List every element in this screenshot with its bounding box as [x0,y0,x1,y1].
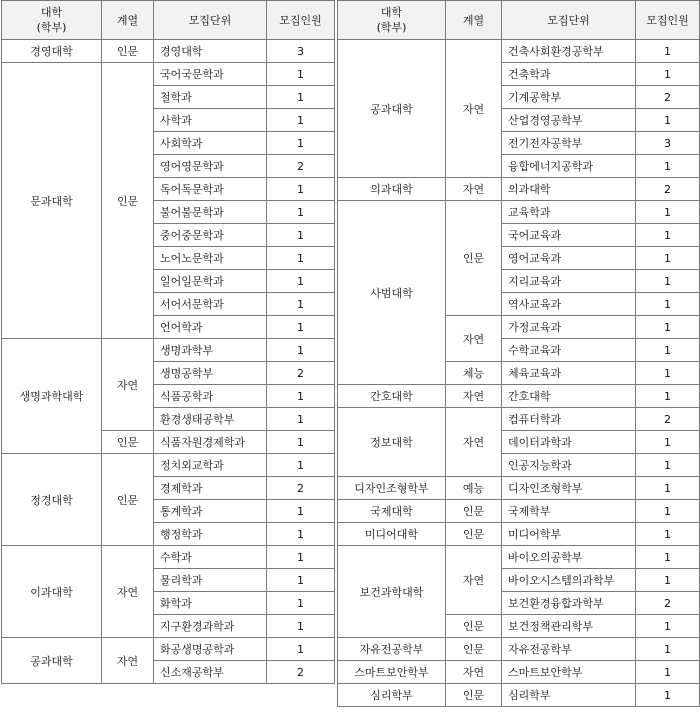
table-row [338,523,700,546]
field-cell: 인문 [102,454,154,546]
unit-cell: 수학과 [154,546,267,569]
count-cell: 1 [636,362,700,385]
college-cell: 사범대학 [338,201,446,385]
table-row [338,661,700,684]
count-cell: 1 [267,109,335,132]
table-row [338,178,700,201]
college-cell: 생명과학대학 [2,339,102,454]
college-cell: 문과대학 [2,63,102,339]
college-cell: 공과대학 [338,40,446,178]
count-cell: 1 [636,40,700,63]
unit-cell: 노어노문학과 [154,247,267,270]
field-cell: 자연 [102,638,154,684]
college-cell: 디자인조형학부 [338,477,446,500]
unit-cell: 국어교육과 [502,224,636,247]
unit-cell: 보건환경융합과학부 [502,592,636,615]
count-cell: 1 [636,477,700,500]
admission-table-right [337,0,700,707]
count-cell: 1 [636,63,700,86]
count-cell: 1 [636,431,700,454]
field-cell: 인문 [102,40,154,63]
unit-cell: 사회학과 [154,132,267,155]
unit-cell: 스마트보안학부 [502,661,636,684]
unit-cell: 산업경영공학부 [502,109,636,132]
field-cell: 자연 [446,408,502,477]
count-cell: 1 [636,316,700,339]
count-cell: 1 [636,224,700,247]
college-cell: 의과대학 [338,178,446,201]
unit-cell: 건축학과 [502,63,636,86]
table-row [2,63,335,86]
unit-cell: 바이오시스템의과학부 [502,569,636,592]
header-field: 계열 [102,1,154,40]
admission-table-left [1,0,335,684]
unit-cell: 보건정책관리학부 [502,615,636,638]
count-cell: 1 [636,615,700,638]
table-row [338,638,700,661]
unit-cell: 사학과 [154,109,267,132]
table-row [338,684,700,707]
unit-cell: 언어학과 [154,316,267,339]
college-cell: 정보대학 [338,408,446,477]
count-cell: 2 [267,155,335,178]
count-cell: 1 [267,270,335,293]
table-row [2,339,335,362]
count-cell: 2 [267,362,335,385]
college-cell: 공과대학 [2,638,102,684]
count-cell: 1 [636,661,700,684]
count-cell: 1 [636,569,700,592]
field-cell: 체능 [446,362,502,385]
count-cell: 1 [267,546,335,569]
unit-cell: 신소재공학부 [154,661,267,684]
count-cell: 1 [636,339,700,362]
unit-cell: 국어국문학과 [154,63,267,86]
count-cell: 1 [267,339,335,362]
field-cell: 인문 [446,615,502,638]
unit-cell: 간호대학 [502,385,636,408]
unit-cell: 인공지능학과 [502,454,636,477]
unit-cell: 역사교육과 [502,293,636,316]
count-cell: 2 [267,661,335,684]
field-cell: 인문 [102,63,154,339]
field-cell: 인문 [446,523,502,546]
count-cell: 2 [267,477,335,500]
unit-cell: 식품자원경제학과 [154,431,267,454]
count-cell: 1 [267,385,335,408]
unit-cell: 바이오의공학부 [502,546,636,569]
unit-cell: 행정학과 [154,523,267,546]
unit-cell: 경영대학 [154,40,267,63]
field-cell: 자연 [102,339,154,431]
field-cell: 인문 [102,431,154,454]
unit-cell: 영어영문학과 [154,155,267,178]
college-cell: 이과대학 [2,546,102,638]
table-row [338,546,700,569]
unit-cell: 의과대학 [502,178,636,201]
count-cell: 1 [636,500,700,523]
count-cell: 1 [267,592,335,615]
college-cell: 심리학부 [338,684,446,707]
count-cell: 1 [267,615,335,638]
count-cell: 2 [636,408,700,431]
count-cell: 2 [636,592,700,615]
unit-cell: 불어불문학과 [154,201,267,224]
header-unit: 모집단위 [154,1,267,40]
unit-cell: 통계학과 [154,500,267,523]
unit-cell: 기계공학부 [502,86,636,109]
header-count: 모집인원 [267,1,335,40]
header-field: 계열 [446,1,502,40]
unit-cell: 식품공학과 [154,385,267,408]
unit-cell: 물리학과 [154,569,267,592]
count-cell: 1 [267,523,335,546]
unit-cell: 교육학과 [502,201,636,224]
count-cell: 1 [267,201,335,224]
table-row [338,408,700,431]
unit-cell: 경제학과 [154,477,267,500]
count-cell: 1 [636,247,700,270]
unit-cell: 지리교육과 [502,270,636,293]
unit-cell: 화학과 [154,592,267,615]
field-cell: 자연 [446,178,502,201]
field-cell: 인문 [446,500,502,523]
count-cell: 1 [267,500,335,523]
unit-cell: 철학과 [154,86,267,109]
field-cell: 자연 [446,546,502,615]
field-cell: 인문 [446,201,502,316]
college-cell: 경영대학 [2,40,102,63]
unit-cell: 심리학부 [502,684,636,707]
table-header-row [338,1,700,40]
table-body-left [2,40,335,684]
table-row [338,40,700,63]
unit-cell: 융합에너지공학과 [502,155,636,178]
unit-cell: 생명과학부 [154,339,267,362]
unit-cell: 서어서문학과 [154,293,267,316]
unit-cell: 가정교육과 [502,316,636,339]
unit-cell: 중어중문학과 [154,224,267,247]
count-cell: 1 [636,293,700,316]
count-cell: 1 [636,523,700,546]
table-body-right [338,40,700,707]
count-cell: 1 [636,684,700,707]
count-cell: 2 [636,178,700,201]
count-cell: 2 [636,86,700,109]
unit-cell: 환경생태공학부 [154,408,267,431]
college-cell: 자유전공학부 [338,638,446,661]
count-cell: 3 [267,40,335,63]
count-cell: 1 [267,293,335,316]
count-cell: 1 [636,546,700,569]
unit-cell: 생명공학부 [154,362,267,385]
field-cell: 자연 [446,316,502,362]
table-row [338,201,700,224]
college-cell: 간호대학 [338,385,446,408]
count-cell: 1 [636,270,700,293]
unit-cell: 컴퓨터학과 [502,408,636,431]
unit-cell: 영어교육과 [502,247,636,270]
table-row [338,385,700,408]
count-cell: 1 [636,454,700,477]
count-cell: 1 [267,408,335,431]
header-college: 대학 (학부) [2,1,102,40]
field-cell: 자연 [102,546,154,638]
unit-cell: 지구환경과학과 [154,615,267,638]
count-cell: 1 [267,431,335,454]
header-count: 모집인원 [636,1,700,40]
count-cell: 1 [267,454,335,477]
unit-cell: 국제학부 [502,500,636,523]
count-cell: 1 [636,109,700,132]
field-cell: 인문 [446,684,502,707]
unit-cell: 독어독문학과 [154,178,267,201]
count-cell: 1 [267,178,335,201]
field-cell: 자연 [446,661,502,684]
unit-cell: 전기전자공학부 [502,132,636,155]
field-cell: 자연 [446,385,502,408]
count-cell: 1 [636,385,700,408]
count-cell: 1 [267,247,335,270]
count-cell: 1 [267,569,335,592]
count-cell: 3 [636,132,700,155]
unit-cell: 체육교육과 [502,362,636,385]
count-cell: 1 [267,224,335,247]
unit-cell: 건축사회환경공학부 [502,40,636,63]
unit-cell: 정치외교학과 [154,454,267,477]
unit-cell: 미디어학부 [502,523,636,546]
count-cell: 1 [636,155,700,178]
header-college: 대학 (학부) [338,1,446,40]
field-cell: 예능 [446,477,502,500]
count-cell: 1 [267,63,335,86]
table-row [2,454,335,477]
table-row [2,40,335,63]
count-cell: 1 [636,201,700,224]
count-cell: 1 [267,86,335,109]
count-cell: 1 [636,638,700,661]
header-unit: 모집단위 [502,1,636,40]
college-cell: 미디어대학 [338,523,446,546]
count-cell: 1 [267,638,335,661]
field-cell: 인문 [446,638,502,661]
table-header-row [2,1,335,40]
unit-cell: 수학교육과 [502,339,636,362]
college-cell: 보건과학대학 [338,546,446,638]
unit-cell: 데이터과학과 [502,431,636,454]
table-row [2,638,335,661]
count-cell: 1 [267,316,335,339]
table-row [2,546,335,569]
unit-cell: 디자인조형학부 [502,477,636,500]
table-row [338,500,700,523]
college-cell: 국제대학 [338,500,446,523]
unit-cell: 일어일문학과 [154,270,267,293]
field-cell: 자연 [446,40,502,178]
unit-cell: 자유전공학부 [502,638,636,661]
table-row [338,477,700,500]
college-cell: 스마트보안학부 [338,661,446,684]
unit-cell: 화공생명공학과 [154,638,267,661]
count-cell: 1 [267,132,335,155]
college-cell: 정경대학 [2,454,102,546]
